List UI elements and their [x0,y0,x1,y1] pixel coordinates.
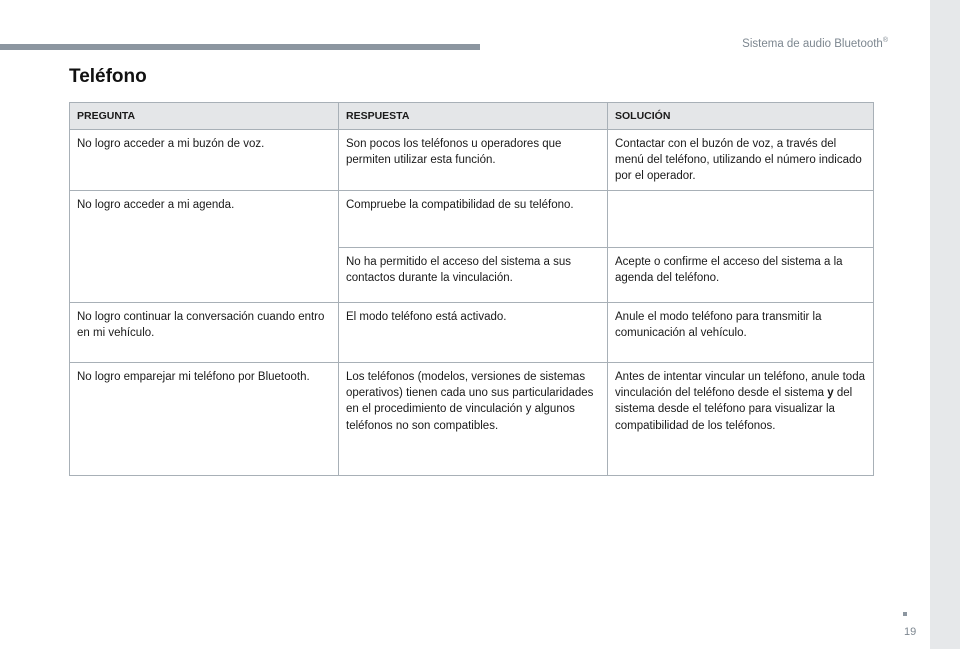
question-cell: No logro acceder a mi agenda. [70,191,339,303]
answer-cell: No ha permitido el acceso del sistema a sus contactos durante la vinculación. [339,248,608,303]
question-cell: No logro acceder a mi buzón de voz. [70,130,339,191]
answer-cell: Los teléfonos (modelos, versiones de sistemas operativos) tienen cada uno sus particularidades en el procedimiento de vinculación y algunos teléfonos no son compatibles. [339,363,608,476]
solution-text-post: del sistema desde el teléfono para visualizar la compatibilidad de los teléfonos. [615,387,853,432]
table-row [70,303,874,363]
page-title: Teléfono [69,66,147,87]
solution-cell: Acepte o confirme el acceso del sistema a la agenda del teléfono. [608,248,874,303]
col-header-solucion: SOLUCIÓN [608,103,874,130]
table-header-row [70,103,874,130]
question-cell: No logro emparejar mi teléfono por Bluetooth. [70,363,339,476]
page-marker [903,612,907,616]
solution-text-pre: Antes de intentar vincular un teléfono, anule toda vinculación del teléfono desde el sistema [615,371,865,400]
table-row [70,191,874,248]
section-header-text: Sistema de audio Bluetooth [742,37,883,50]
solution-text-bold: y [827,387,834,400]
answer-cell: Compruebe la compatibilidad de su teléfono. [339,191,608,248]
solution-cell: Anule el modo teléfono para transmitir la comunicación al vehículo. [608,303,874,363]
solution-cell: Contactar con el buzón de voz, a través del menú del teléfono, utilizando el número indicado por el operador. [608,130,874,191]
page-number: 19 [904,626,917,638]
table-row [70,363,874,476]
registered-mark: ® [882,37,888,44]
section-header [742,37,888,50]
page-edge-strip [930,0,960,649]
col-header-pregunta: PREGUNTA [70,103,339,130]
table-row [70,130,874,191]
question-cell: No logro continuar la conversación cuando entro en mi vehículo. [70,303,339,363]
header-bar [0,44,480,50]
solution-cell [608,191,874,248]
solution-cell [608,363,874,476]
col-header-respuesta: RESPUESTA [339,103,608,130]
faq-table [69,102,874,476]
answer-cell: Son pocos los teléfonos u operadores que permiten utilizar esta función. [339,130,608,191]
answer-cell: El modo teléfono está activado. [339,303,608,363]
